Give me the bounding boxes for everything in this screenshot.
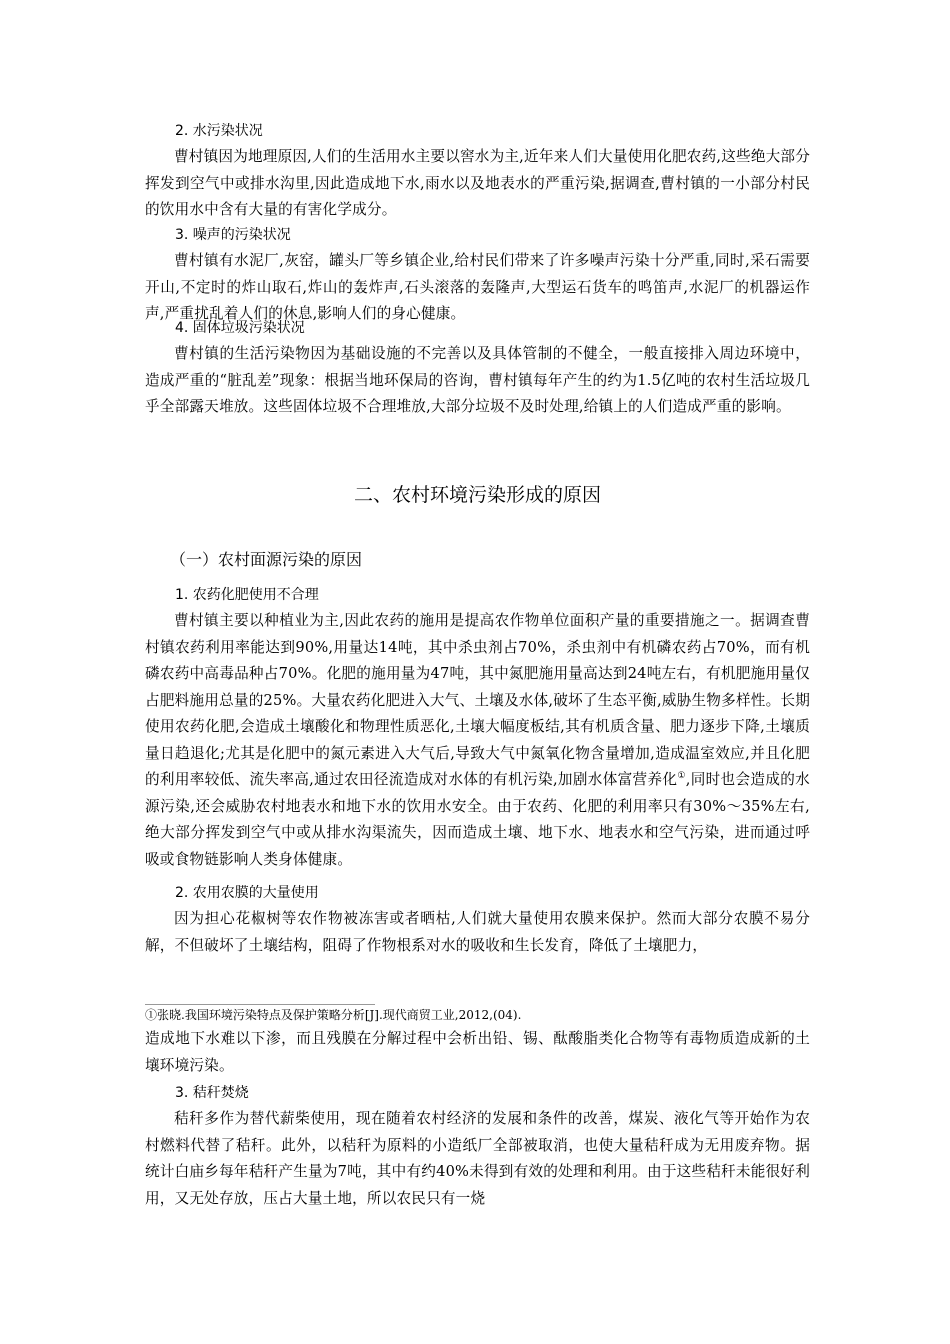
pesticide-heading: 1. 农药化肥使用不合理 bbox=[175, 587, 319, 603]
footnote-text: ①张晓.我国环境污染特点及保护策略分析[J].现代商贸工业,2012,(04). bbox=[145, 1008, 522, 1022]
agri-film-continued bbox=[145, 1026, 810, 1079]
straw-burning-heading: 3. 秸秆焚烧 bbox=[175, 1085, 249, 1101]
noise-pollution-section bbox=[145, 222, 810, 328]
solid-waste-section bbox=[145, 315, 810, 421]
noise-pollution-heading: 3. 噪声的污染状况 bbox=[175, 227, 291, 243]
subsection-title: （一）农村面源污染的原因 bbox=[170, 550, 363, 569]
water-pollution-paragraph: 曹村镇因为地理原因,人们的生活用水主要以窖水为主,近年来人们大量使用化肥农药,这些绝大部分挥发到空气中或排水沟里,因此造成地下水,雨水以及地表水的严重污染,据调查,曹村镇的一小部分村民的饮用水中含有大量的有害化学成分。 bbox=[145, 148, 810, 218]
solid-waste-paragraph: 曹村镇的生活污染物因为基础设施的不完善以及具体管制的不健全，一般直接排入周边环境中，造成严重的“脏乱差”现象：根据当地环保局的咨询，曹村镇每年产生的约为1.5亿吨的农村生活垃圾几乎全部露天堆放。这些固体垃圾不合理堆放,大部分垃圾不及时处理,给镇上的人们造成严重的影响。 bbox=[145, 345, 810, 415]
solid-waste-heading: 4. 固体垃圾污染状况 bbox=[175, 320, 305, 336]
footnote-marker[interactable]: ① bbox=[677, 771, 686, 782]
pesticide-text-part2: ,同时也会造成的水源污染,还会威胁农村地表水和地下水的饮用水安全。由于农药、化肥的利用率只有30%～35%左右,绝大部分挥发到空气中或从排水沟渠流失，因而造成土壤、地下水、地表水和空气污染，进而通过呼吸或食物链影响人类身体健康。 bbox=[145, 771, 810, 868]
straw-burning-section bbox=[145, 1080, 810, 1212]
agri-film-section bbox=[145, 880, 810, 959]
noise-pollution-paragraph: 曹村镇有水泥厂,灰窑，罐头厂等乡镇企业,给村民们带来了许多噪声污染十分严重,同时,采石需要开山,不定时的炸山取石,炸山的轰炸声,石头滚落的轰隆声,大型运石货车的鸣笛声,水泥厂的机器运作声,严重扰乱着人们的休息,影响人们的身心健康。 bbox=[145, 252, 810, 322]
water-pollution-section bbox=[145, 118, 810, 224]
agri-film-paragraph: 因为担心花椒树等农作物被冻害或者晒枯,人们就大量使用农膜来保护。然而大部分农膜不易分解，不但破坏了土壤结构，阻碍了作物根系对水的吸收和生长发育，降低了土壤肥力， bbox=[145, 910, 810, 954]
pesticide-text-part1: 曹村镇主要以种植业为主,因此农药的施用是提高农作物单位面积产量的重要措施之一。据调查曹村镇农药利用率能达到90%,用量达14吨，其中杀虫剂占70%，杀虫剂中有机磷农药占70%，而有机磷农药中高毒品种占70%。化肥的施用量为47吨，其中氮肥施用量高达到24吨左右，有机肥施用量仅占肥料施用总量的25%。大量农药化肥进入大气、土壤及水体,破坏了生态平衡,威胁生物多样性。长期使用农药化肥,会造成土壤酸化和物理性质恶化,土壤大幅度板结,其有机质含量、肥力逐步下降,土壤质量日趋退化;尤其是化肥中的氮元素进入大气后,导致大气中氮氧化物含量增加,造成温室效应,并且化肥的利用率较低、流失率高,通过农田径流造成对水体的有机污染,加剧水体富营养化 bbox=[145, 612, 810, 788]
straw-burning-paragraph: 秸秆多作为替代薪柴使用，现在随着农村经济的发展和条件的改善，煤炭、液化气等开始作为农村燃料代替了秸秆。此外，以秸秆为原料的小造纸厂全部被取消，也使大量秸秆成为无用废弃物。据统计白庙乡每年秸秆产生量为7吨，其中有约40%未得到有效的处理和利用。由于这些秸秆未能很好利用，又无处存放，压占大量土地，所以农民只有一烧 bbox=[145, 1110, 810, 1207]
agri-film-heading: 2. 农用农膜的大量使用 bbox=[175, 885, 319, 901]
agri-film-continued-paragraph: 造成地下水难以下渗，而且残膜在分解过程中会析出铅、锡、酞酸脂类化合物等有毒物质造成新的土壤环境污染。 bbox=[145, 1030, 810, 1074]
footnote-divider bbox=[145, 1004, 375, 1005]
pesticide-section bbox=[145, 582, 810, 873]
pesticide-paragraph bbox=[145, 608, 810, 873]
water-pollution-heading: 2. 水污染状况 bbox=[175, 123, 263, 139]
chapter-title: 二、农村环境污染形成的原因 bbox=[353, 484, 601, 506]
